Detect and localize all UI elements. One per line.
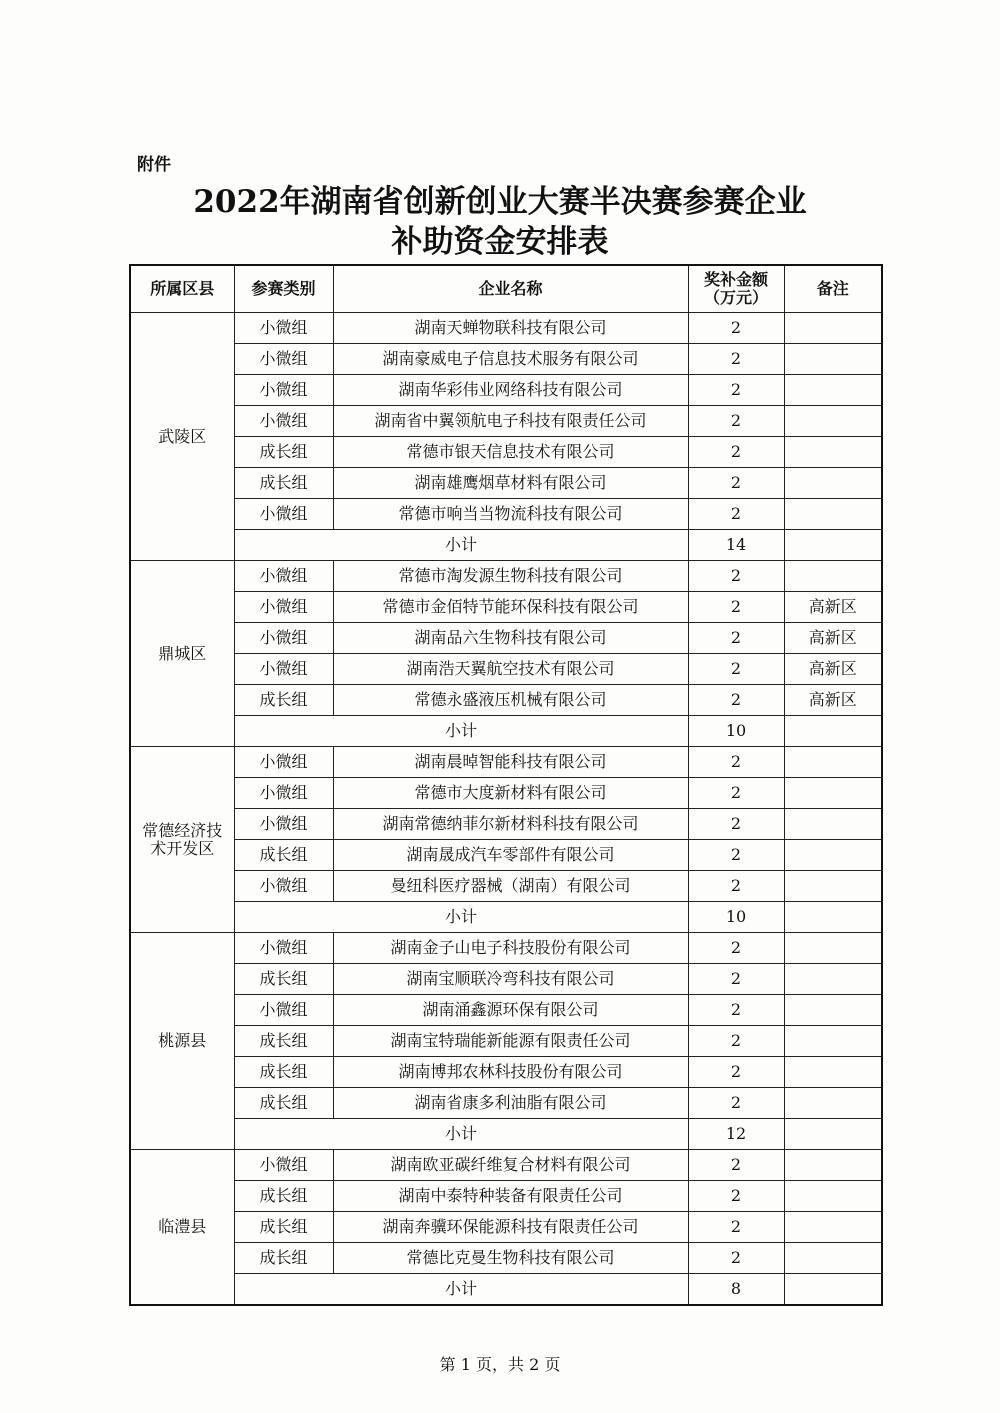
category-cell: 成长组 <box>234 840 333 871</box>
subtotal-note <box>784 1274 882 1306</box>
category-cell: 小微组 <box>234 313 333 344</box>
amount-cell: 2 <box>688 1150 784 1181</box>
subtotal-label: 小计 <box>234 1119 688 1150</box>
amount-cell: 2 <box>688 313 784 344</box>
table-row <box>130 1181 882 1212</box>
amount-cell: 2 <box>688 1243 784 1274</box>
note-cell <box>784 1150 882 1181</box>
company-cell: 常德永盛液压机械有限公司 <box>333 685 688 716</box>
amount-cell: 2 <box>688 685 784 716</box>
company-cell: 湖南宝特瑞能新能源有限责任公司 <box>333 1026 688 1057</box>
district-cell: 临澧县 <box>130 1150 234 1306</box>
title-line-1: 2022年湖南省创新创业大赛半决赛参赛企业 <box>193 184 807 220</box>
subsidy-table <box>129 264 883 1306</box>
company-cell: 湖南中泰特种装备有限责任公司 <box>333 1181 688 1212</box>
category-cell: 小微组 <box>234 654 333 685</box>
table-row <box>130 406 882 437</box>
category-cell: 成长组 <box>234 1088 333 1119</box>
amount-cell: 2 <box>688 933 784 964</box>
table-row <box>130 1088 882 1119</box>
category-cell: 小微组 <box>234 778 333 809</box>
category-cell: 小微组 <box>234 623 333 654</box>
amount-cell: 2 <box>688 840 784 871</box>
amount-cell: 2 <box>688 437 784 468</box>
category-cell: 小微组 <box>234 809 333 840</box>
category-cell: 成长组 <box>234 1026 333 1057</box>
category-cell: 成长组 <box>234 685 333 716</box>
category-cell: 成长组 <box>234 437 333 468</box>
company-cell: 湖南浩天翼航空技术有限公司 <box>333 654 688 685</box>
amount-cell: 2 <box>688 592 784 623</box>
category-cell: 小微组 <box>234 871 333 902</box>
company-cell: 湖南省康多利油脂有限公司 <box>333 1088 688 1119</box>
title-line-2: 补助资金安排表 <box>391 224 609 260</box>
table-row <box>130 685 882 716</box>
note-cell <box>784 499 882 530</box>
note-cell <box>784 1212 882 1243</box>
table-row <box>130 1212 882 1243</box>
table-row <box>130 871 882 902</box>
note-cell: 高新区 <box>784 654 882 685</box>
table-row <box>130 654 882 685</box>
subtotal-label: 小计 <box>234 530 688 561</box>
amount-cell: 2 <box>688 623 784 654</box>
table-row <box>130 344 882 375</box>
note-cell <box>784 995 882 1026</box>
company-cell: 湖南晨晫智能科技有限公司 <box>333 747 688 778</box>
amount-cell: 2 <box>688 468 784 499</box>
amount-cell: 2 <box>688 1181 784 1212</box>
note-cell <box>784 1243 882 1274</box>
note-cell: 高新区 <box>784 685 882 716</box>
category-cell: 小微组 <box>234 344 333 375</box>
amount-cell: 2 <box>688 344 784 375</box>
table-row <box>130 623 882 654</box>
note-cell <box>784 406 882 437</box>
table-row <box>130 995 882 1026</box>
category-cell: 小微组 <box>234 933 333 964</box>
company-cell: 湖南天蝉物联科技有限公司 <box>333 313 688 344</box>
category-cell: 成长组 <box>234 1212 333 1243</box>
company-cell: 湖南晟成汽车零部件有限公司 <box>333 840 688 871</box>
note-cell <box>784 778 882 809</box>
company-cell: 常德比克曼生物科技有限公司 <box>333 1243 688 1274</box>
note-cell: 高新区 <box>784 623 882 654</box>
company-cell: 曼纽科医疗器械（湖南）有限公司 <box>333 871 688 902</box>
amount-cell: 2 <box>688 1026 784 1057</box>
subtotal-row <box>130 902 882 933</box>
category-cell: 小微组 <box>234 747 333 778</box>
note-cell <box>784 1181 882 1212</box>
subtotal-label: 小计 <box>234 1274 688 1306</box>
subtotal-label: 小计 <box>234 716 688 747</box>
category-cell: 小微组 <box>234 995 333 1026</box>
category-cell: 小微组 <box>234 561 333 592</box>
attachment-label: 附件 <box>137 155 171 175</box>
note-cell <box>784 1088 882 1119</box>
company-cell: 湖南豪威电子信息技术服务有限公司 <box>333 344 688 375</box>
amount-cell: 2 <box>688 1088 784 1119</box>
amount-cell: 2 <box>688 561 784 592</box>
company-cell: 湖南金子山电子科技股份有限公司 <box>333 933 688 964</box>
subtotal-row <box>130 716 882 747</box>
amount-cell: 2 <box>688 964 784 995</box>
amount-cell: 2 <box>688 406 784 437</box>
table-row <box>130 747 882 778</box>
header-district: 所属区县 <box>130 265 234 313</box>
company-cell: 湖南常德纳菲尔新材料科技有限公司 <box>333 809 688 840</box>
page-title <box>120 182 880 262</box>
company-cell: 湖南奔骥环保能源科技有限责任公司 <box>333 1212 688 1243</box>
category-cell: 成长组 <box>234 964 333 995</box>
company-cell: 常德市大度新材料有限公司 <box>333 778 688 809</box>
category-cell: 成长组 <box>234 1181 333 1212</box>
header-note: 备注 <box>784 265 882 313</box>
note-cell <box>784 747 882 778</box>
note-cell <box>784 1026 882 1057</box>
subtotal-value: 10 <box>688 716 784 747</box>
subtotal-label: 小计 <box>234 902 688 933</box>
company-cell: 湖南博邦农林科技股份有限公司 <box>333 1057 688 1088</box>
subtotal-row <box>130 1119 882 1150</box>
note-cell <box>784 840 882 871</box>
company-cell: 湖南宝顺联冷弯科技有限公司 <box>333 964 688 995</box>
table-row <box>130 313 882 344</box>
subtotal-value: 14 <box>688 530 784 561</box>
company-cell: 湖南雄鹰烟草材料有限公司 <box>333 468 688 499</box>
note-cell <box>784 375 882 406</box>
district-cell: 武陵区 <box>130 313 234 561</box>
subtotal-value: 8 <box>688 1274 784 1306</box>
company-cell: 湖南涌鑫源环保有限公司 <box>333 995 688 1026</box>
subtotal-row <box>130 530 882 561</box>
amount-cell: 2 <box>688 654 784 685</box>
table-row <box>130 468 882 499</box>
subtotal-note <box>784 716 882 747</box>
amount-cell: 2 <box>688 747 784 778</box>
company-cell: 常德市淘发源生物科技有限公司 <box>333 561 688 592</box>
note-cell <box>784 344 882 375</box>
note-cell: 高新区 <box>784 592 882 623</box>
category-cell: 成长组 <box>234 1057 333 1088</box>
note-cell <box>784 1057 882 1088</box>
company-cell: 湖南省中翼领航电子科技有限责任公司 <box>333 406 688 437</box>
district-cell: 常德经济技术开发区 <box>130 747 234 933</box>
table-row <box>130 592 882 623</box>
company-cell: 湖南华彩伟业网络科技有限公司 <box>333 375 688 406</box>
subtotal-note <box>784 530 882 561</box>
amount-cell: 2 <box>688 1057 784 1088</box>
company-cell: 湖南欧亚碳纤维复合材料有限公司 <box>333 1150 688 1181</box>
table-row <box>130 933 882 964</box>
note-cell <box>784 809 882 840</box>
header-company: 企业名称 <box>333 265 688 313</box>
subtotal-value: 10 <box>688 902 784 933</box>
table-row <box>130 437 882 468</box>
amount-cell: 2 <box>688 499 784 530</box>
table-row <box>130 809 882 840</box>
company-cell: 湖南品六生物科技有限公司 <box>333 623 688 654</box>
category-cell: 小微组 <box>234 406 333 437</box>
note-cell <box>784 437 882 468</box>
table-row <box>130 964 882 995</box>
note-cell <box>784 933 882 964</box>
note-cell <box>784 871 882 902</box>
table-row <box>130 499 882 530</box>
subtotal-value: 12 <box>688 1119 784 1150</box>
table-row <box>130 561 882 592</box>
amount-cell: 2 <box>688 871 784 902</box>
subtotal-note <box>784 902 882 933</box>
amount-cell: 2 <box>688 375 784 406</box>
category-cell: 成长组 <box>234 468 333 499</box>
table-row <box>130 778 882 809</box>
table-row <box>130 840 882 871</box>
category-cell: 小微组 <box>234 499 333 530</box>
amount-cell: 2 <box>688 1212 784 1243</box>
category-cell: 成长组 <box>234 1243 333 1274</box>
category-cell: 小微组 <box>234 375 333 406</box>
category-cell: 小微组 <box>234 592 333 623</box>
table-header-row <box>130 265 882 313</box>
table-row <box>130 1026 882 1057</box>
company-cell: 常德市银天信息技术有限公司 <box>333 437 688 468</box>
header-category: 参赛类别 <box>234 265 333 313</box>
header-amount: 奖补金额（万元） <box>688 265 784 313</box>
amount-cell: 2 <box>688 809 784 840</box>
note-cell <box>784 468 882 499</box>
district-cell: 桃源县 <box>130 933 234 1150</box>
amount-cell: 2 <box>688 778 784 809</box>
table-row <box>130 1150 882 1181</box>
subtotal-note <box>784 1119 882 1150</box>
company-cell: 常德市响当当物流科技有限公司 <box>333 499 688 530</box>
note-cell <box>784 561 882 592</box>
district-cell: 鼎城区 <box>130 561 234 747</box>
category-cell: 小微组 <box>234 1150 333 1181</box>
company-cell: 常德市金佰特节能环保科技有限公司 <box>333 592 688 623</box>
subtotal-row <box>130 1274 882 1306</box>
table-row <box>130 1057 882 1088</box>
table-row <box>130 1243 882 1274</box>
note-cell <box>784 313 882 344</box>
table-row <box>130 375 882 406</box>
page-footer: 第 1 页，共 2 页 <box>439 1355 561 1374</box>
amount-cell: 2 <box>688 995 784 1026</box>
note-cell <box>784 964 882 995</box>
